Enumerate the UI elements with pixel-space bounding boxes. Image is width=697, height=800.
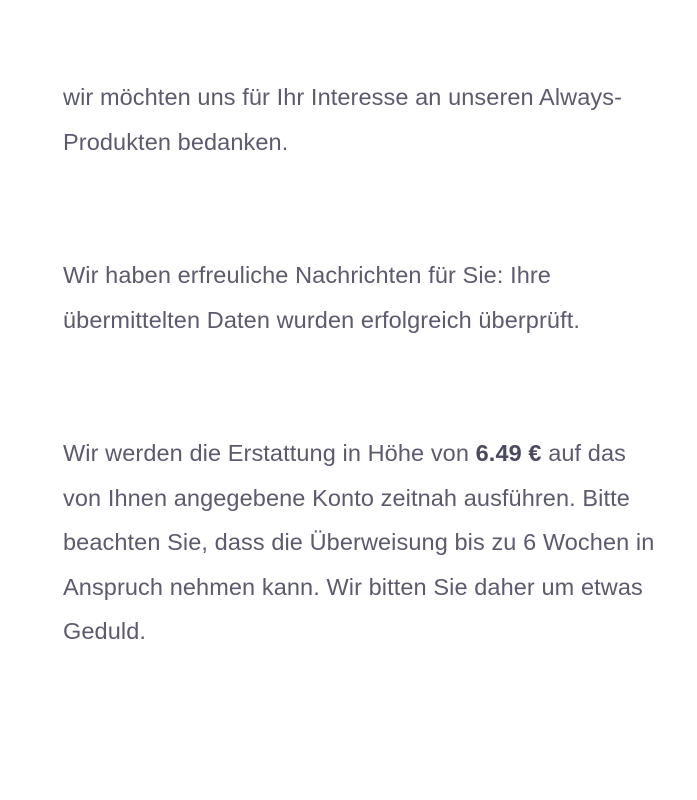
- refund-paragraph: [63, 431, 663, 654]
- refund-text-after: auf das von Ihnen angegebene Konto zeitnah ausführen. Bitte beachten Sie, dass die Überweisung bis zu 6 Wochen in Anspruch nehmen kann. Wir bitten Sie daher um etwas Geduld.: [63, 440, 655, 644]
- email-body: [63, 75, 663, 654]
- verification-paragraph: Wir haben erfreuliche Nachrichten für Sie: Ihre übermittelten Daten wurden erfolgreich überprüft.: [63, 262, 580, 333]
- refund-amount: 6.49 €: [475, 440, 542, 466]
- thanks-paragraph: wir möchten uns für Ihr Interesse an unseren Always-Produkten bedanken.: [63, 84, 623, 155]
- refund-text-before: Wir werden die Erstattung in Höhe von: [63, 440, 476, 466]
